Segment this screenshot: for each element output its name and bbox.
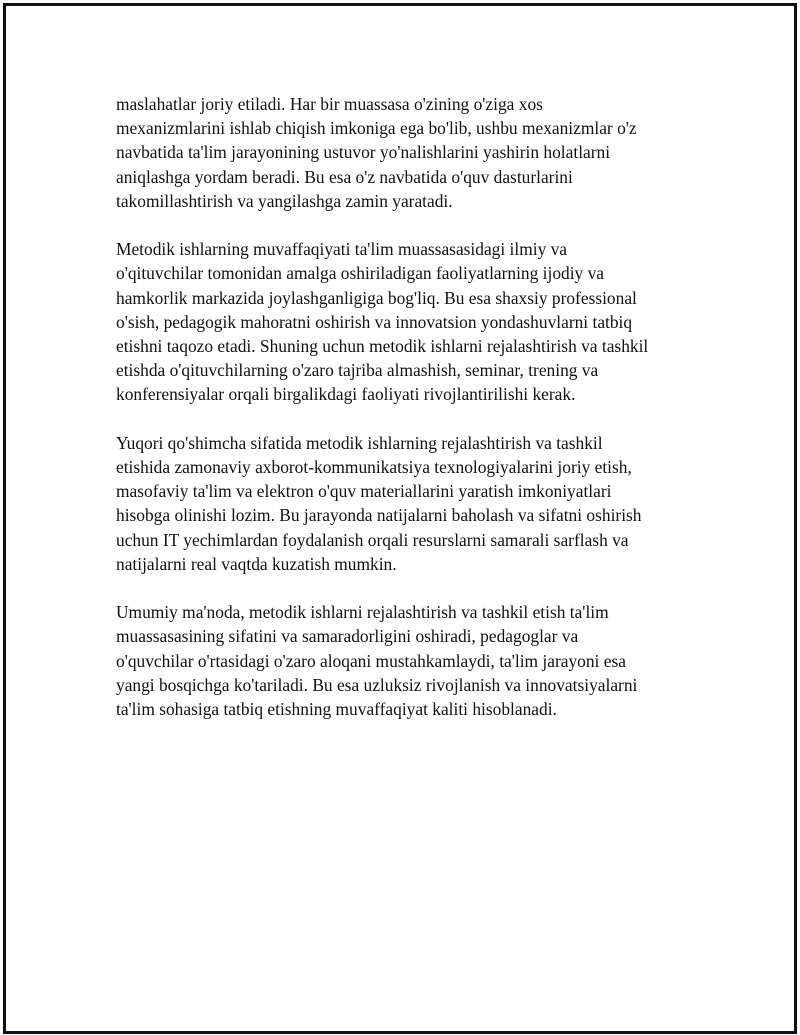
text-line: masofaviy ta'lim va elektron o'quv materiallarini yaratish imkoniyatlari [116, 481, 612, 502]
text-line: konferensiyalar orqali birgalikdagi faoliyati rivojlantirilishi kerak. [116, 384, 576, 405]
text-line: etishni taqozo etadi. Shuning uchun metodik ishlarni rejalashtirish va tashkil [116, 336, 649, 357]
text-line: yangi bosqichga ko'tariladi. Bu esa uzluksiz rivojlanish va innovatsiyalarni [116, 674, 638, 695]
text-line: hamkorlik markazida joylashganligiga bog'liq. Bu esa shaxsiy professional [116, 287, 637, 308]
text-line: navbatida ta'lim jarayonining ustuvor yo'nalishlarini yashirin holatlarni [116, 142, 611, 163]
text-line: o'sish, pedagogik mahoratni oshirish va innovatsion yondashuvlarni tatbiq [116, 311, 633, 332]
text-line: natijalarni real vaqtda kuzatish mumkin. [116, 553, 397, 574]
text-line: takomillashtirish va yangilashga zamin yaratadi. [116, 190, 453, 211]
text-line: o'quvchilar o'rtasidagi o'zaro aloqani mustahkamlaydi, ta'lim jarayoni esa [116, 650, 626, 671]
text-line: maslahatlar joriy etiladi. Har bir muassasa o'zining o'ziga xos [116, 94, 543, 114]
text-line: etishida zamonaviy axborot-kommunikatsiya texnologiyalarini joriy etish, [116, 457, 632, 478]
text-line: o'qituvchilar tomonidan amalga oshiriladigan faoliyatlarning ijodiy va [116, 263, 605, 284]
paragraph-3 [116, 431, 696, 576]
text-line: Umumiy ma'noda, metodik ishlarni rejalashtirish va tashkil etish ta'lim [116, 602, 609, 623]
paragraph-4 [116, 600, 696, 721]
document-body [116, 92, 696, 745]
text-line: mexanizmlarini ishlab chiqish imkoniga ega bo'lib, ushbu mexanizmlar o'z [116, 118, 637, 139]
paragraph-1 [116, 92, 696, 213]
text-line: Yuqori qo'shimcha sifatida metodik ishlarning rejalashtirish va tashkil [116, 432, 603, 453]
text-line: uchun IT yechimlardan foydalanish orqali resurslarni samarali sarflash va [116, 529, 629, 550]
text-line: muassasasining sifatini va samaradorligini oshiradi, pedagoglar va [116, 626, 579, 647]
text-line: aniqlashga yordam beradi. Bu esa o'z navbatida o'quv dasturlarini [116, 166, 573, 187]
paragraph-2 [116, 237, 696, 406]
text-line: ta'lim sohasiga tatbiq etishning muvaffaqiyat kaliti hisoblanadi. [116, 699, 557, 720]
text-line: hisobga olinishi lozim. Bu jarayonda natijalarni baholash va sifatni oshirish [116, 505, 642, 526]
text-line: Metodik ishlarning muvaffaqiyati ta'lim muassasasidagi ilmiy va [116, 239, 568, 260]
text-line: etishda o'qituvchilarning o'zaro tajriba almashish, seminar, trening va [116, 360, 599, 381]
